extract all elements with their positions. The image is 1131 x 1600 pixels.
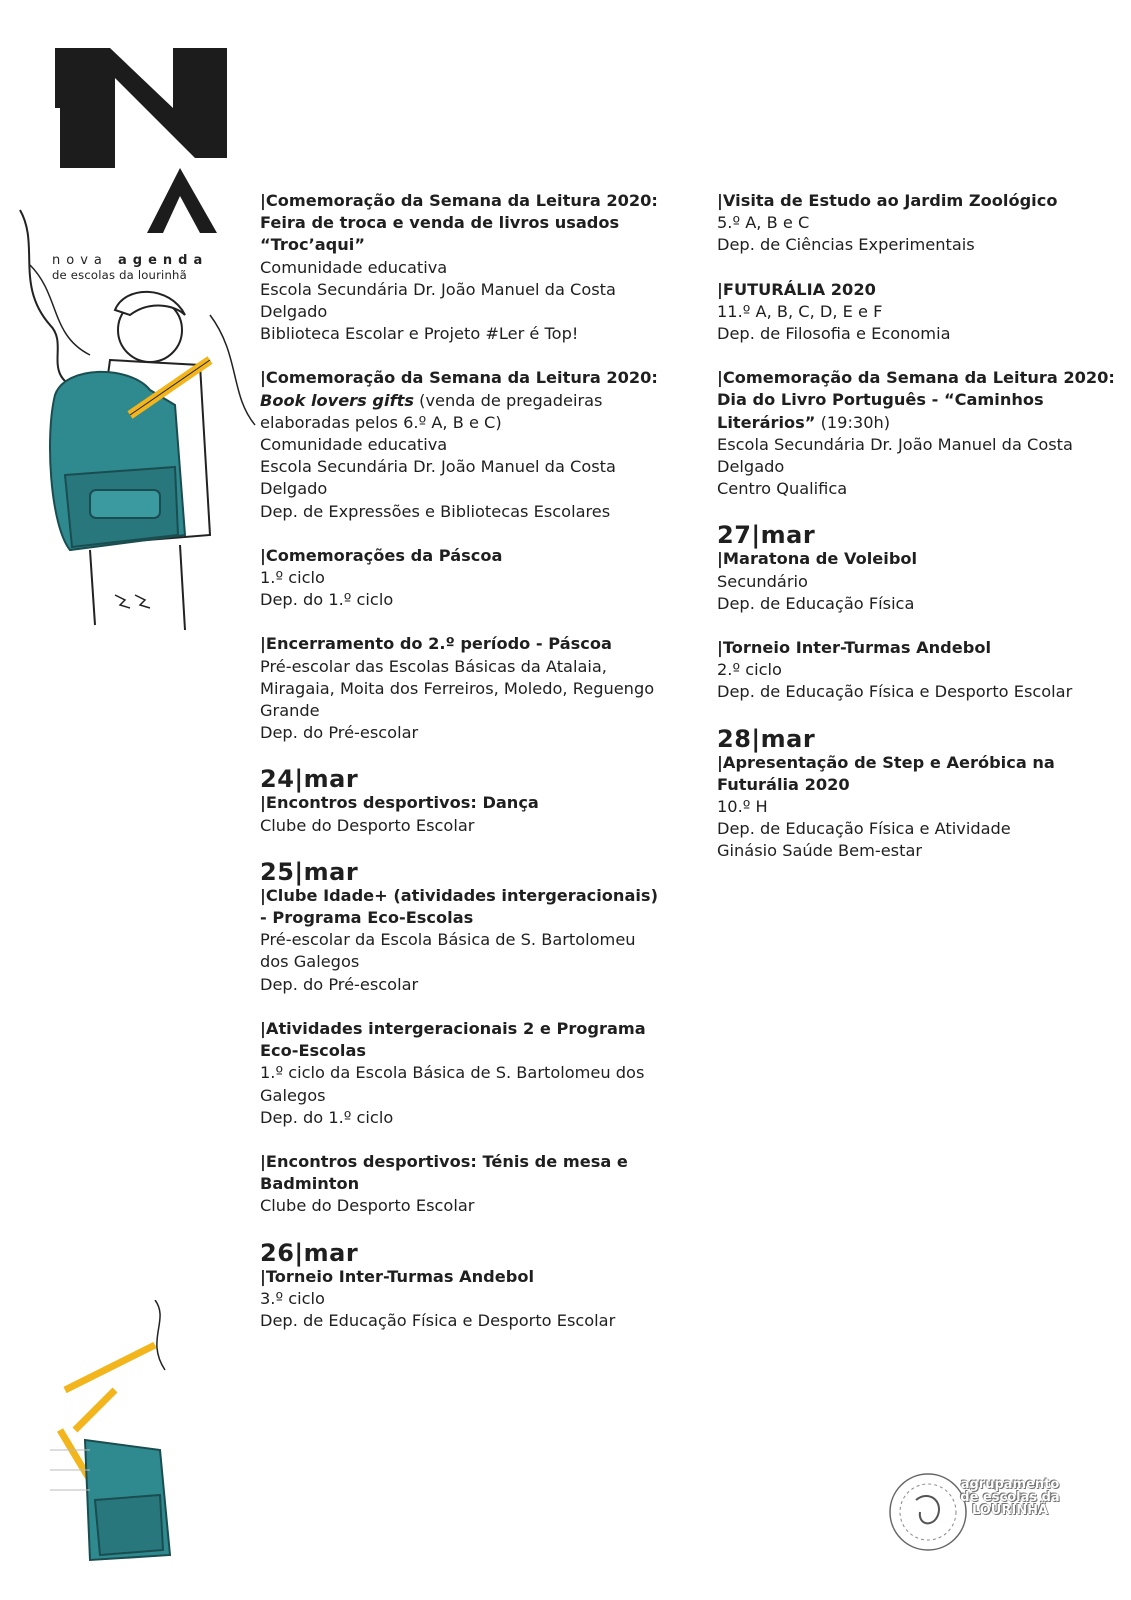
- event-title: |Comemoração da Semana da Leitura 2020: Feira de troca e venda de livros usados “Troc’aqui”: [260, 191, 658, 255]
- event-title: |Atividades intergeracionais 2 e Programa Eco-Escolas: [260, 1018, 646, 1061]
- backpack-pencils-illustration: [45, 1300, 195, 1570]
- event-visita-zoologico: |Visita de Estudo ao Jardim Zoológico 5.º A, B e C Dep. de Ciências Experimentais: [717, 190, 1117, 257]
- date-heading: 25|mar: [260, 857, 359, 886]
- seal-text: agrupamento de escolas da LOURINHÃ: [960, 1477, 1060, 1518]
- event-futuralia: |FUTURÁLIA 2020 11.º A, B, C, D, E e F Dep. de Filosofia e Economia: [717, 279, 1117, 346]
- event-title: |Torneio Inter-Turmas Andebol: [260, 1266, 535, 1286]
- logo-title: nova agenda: [52, 253, 209, 268]
- event-title: |Apresentação de Step e Aeróbica na Futurália 2020: [717, 752, 1055, 794]
- event-title: |Torneio Inter-Turmas Andebol: [717, 638, 992, 658]
- event-book-lovers-gifts: |Comemoração da Semana da Leitura 2020: Book lovers gifts (venda de pregadeiras elaboradas pelos 6.º A, B e C) Comunidade educativa Escola Secundária Dr. João Manuel da Costa Delgado Dep. de Expressões e Bibliotecas Escolares: [260, 367, 660, 522]
- event-title: |Visita de Estudo ao Jardim Zoológico: [717, 191, 1058, 210]
- date-heading: 27|mar: [717, 521, 816, 550]
- event-title: |Maratona de Voleibol: [717, 549, 918, 569]
- date-heading: 26|mar: [260, 1238, 359, 1267]
- event-encerramento-periodo: |Encerramento do 2.º período - Páscoa Pré-escolar das Escolas Básicas da Atalaia, Miragaia, Moita dos Ferreiros, Moledo, Reguengo Grande Dep. do Pré-escolar: [260, 633, 660, 744]
- event-torneio-andebol-2ciclo: |Torneio Inter-Turmas Andebol 2.º ciclo Dep. de Educação Física e Desporto Escolar: [717, 637, 1117, 704]
- event-comemoracoes-pascoa: |Comemorações da Páscoa 1.º ciclo Dep. do 1.º ciclo: [260, 545, 660, 612]
- student-backpack-illustration: [10, 205, 260, 650]
- event-dia-livro-portugues: |Comemoração da Semana da Leitura 2020: Dia do Livro Português - “Caminhos Literários” (19:30h) Escola Secundária Dr. João Manuel da Costa Delgado Centro Qualifica: [717, 367, 1117, 500]
- event-feira-livros: |Comemoração da Semana da Leitura 2020: Feira de troca e venda de livros usados “Troc’aqui” Comunidade educativa Escola Secundária Dr. João Manuel da Costa Delgado Biblioteca Escolar e Projeto #Ler é Top!: [260, 190, 660, 345]
- event-title: |Comemoração da Semana da Leitura 2020: Book lovers gifts (venda de pregadeiras elaboradas pelos 6.º A, B e C): [260, 368, 658, 432]
- event-title: |Encontros desportivos: Dança: [260, 793, 539, 813]
- event-atividades-intergeracionais: |Atividades intergeracionais 2 e Programa Eco-Escolas 1.º ciclo da Escola Básica de S. Bartolomeu dos Galegos Dep. do 1.º ciclo: [260, 1018, 660, 1129]
- event-encontros-danca: |Encontros desportivos: Dança Clube do Desporto Escolar: [260, 792, 660, 836]
- event-title: |Comemorações da Páscoa: [260, 545, 503, 565]
- event-title: |Encontros desportivos: Ténis de mesa e Badminton: [260, 1151, 628, 1194]
- logo-subtitle: de escolas da lourinhã: [52, 268, 187, 282]
- event-title: |Clube Idade+ (atividades intergeracionais) - Programa Eco-Escolas: [260, 885, 658, 928]
- date-heading: 24|mar: [260, 765, 359, 794]
- events-column-right: [717, 190, 1117, 885]
- event-title: |Encerramento do 2.º período - Páscoa: [260, 634, 612, 654]
- event-title: |Comemoração da Semana da Leitura 2020: Dia do Livro Português - “Caminhos Literários” (19:30h): [717, 368, 1115, 432]
- date-heading: 28|mar: [717, 724, 816, 753]
- event-step-aerobica: |Apresentação de Step e Aeróbica na Futurália 2020 10.º H Dep. de Educação Física e Atividade Ginásio Saúde Bem-estar: [717, 752, 1117, 863]
- event-clube-idade: |Clube Idade+ (atividades intergeracionais) - Programa Eco-Escolas Pré-escolar da Escola Básica de S. Bartolomeu dos Galegos Dep. do Pré-escolar: [260, 885, 660, 996]
- event-torneio-andebol-3ciclo: |Torneio Inter-Turmas Andebol 3.º ciclo Dep. de Educação Física e Desporto Escolar: [260, 1266, 660, 1333]
- event-tenis-badminton: |Encontros desportivos: Ténis de mesa e Badminton Clube do Desporto Escolar: [260, 1151, 660, 1218]
- events-column-left: [260, 190, 660, 1354]
- event-maratona-voleibol: |Maratona de Voleibol Secundário Dep. de Educação Física: [717, 548, 1117, 615]
- event-title: |FUTURÁLIA 2020: [717, 279, 876, 299]
